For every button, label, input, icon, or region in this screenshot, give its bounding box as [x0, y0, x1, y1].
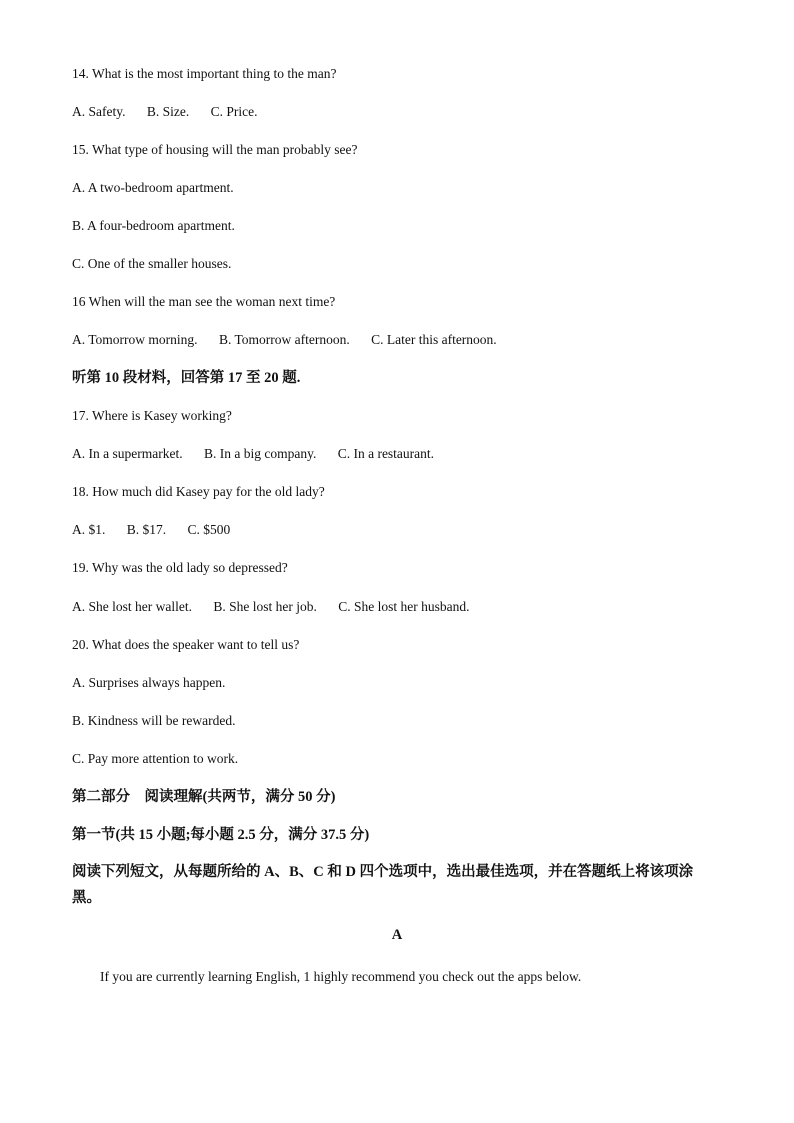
- option-20-b: B. Kindness will be rewarded.: [72, 713, 236, 728]
- option-b: B. $17.: [126, 522, 167, 537]
- question-16: 16 When will the man see the woman next time?: [72, 294, 336, 309]
- instructions: 阅读下列短文，从每题所给的 A、B、C 和 D 四个选项中，选出最佳选项，并在答题纸上将该项涂黑。: [72, 864, 694, 906]
- option-b: B. Tomorrow afternoon.: [218, 332, 350, 347]
- option-a: A. Safety.: [72, 104, 126, 119]
- section-10-heading: 听第 10 段材料，回答第 17 至 20 题.: [72, 370, 301, 386]
- option-20-c: C. Pay more attention to work.: [72, 751, 239, 766]
- options-19: [72, 599, 487, 615]
- part-2-title: 第二部分 阅读理解(共两节，满分 50 分): [72, 789, 336, 805]
- option-b: B. She lost her job.: [213, 599, 317, 614]
- question-14: 14. What is the most important thing to the man?: [72, 66, 337, 81]
- option-15-b: B. A four-bedroom apartment.: [72, 218, 235, 233]
- option-c: C. She lost her husband.: [338, 599, 470, 614]
- question-18: 18. How much did Kasey pay for the old lady?: [72, 484, 325, 499]
- option-a: A. She lost her wallet.: [72, 599, 192, 614]
- option-a: A. Tomorrow morning.: [72, 332, 198, 347]
- options-18: [72, 522, 248, 538]
- options-17: [72, 446, 452, 462]
- option-c: C. In a restaurant.: [337, 446, 435, 461]
- question-19: 19. Why was the old lady so depressed?: [72, 560, 288, 575]
- option-c: C. Later this afternoon.: [371, 332, 497, 347]
- options-16: [72, 332, 515, 348]
- option-a: A. In a supermarket.: [72, 446, 183, 461]
- question-17: 17. Where is Kasey working?: [72, 408, 232, 423]
- section-1-title: 第一节(共 15 小题;每小题 2.5 分，满分 37.5 分): [72, 827, 370, 843]
- question-15: 15. What type of housing will the man probably see?: [72, 142, 358, 157]
- option-c: C. Price.: [210, 104, 258, 119]
- option-20-a: A. Surprises always happen.: [72, 675, 226, 690]
- option-15-c: C. One of the smaller houses.: [72, 256, 232, 271]
- option-15-a: A. A two-bedroom apartment.: [72, 180, 234, 195]
- option-a: A. $1.: [72, 522, 106, 537]
- passage-intro: If you are currently learning English, 1 highly recommend you check out the apps below.: [100, 969, 582, 984]
- option-b: B. Size.: [146, 104, 190, 119]
- options-14: [72, 104, 276, 120]
- option-b: B. In a big company.: [203, 446, 317, 461]
- question-20: 20. What does the speaker want to tell us?: [72, 637, 300, 652]
- passage-label: A: [391, 927, 403, 943]
- option-c: C. $500: [187, 522, 231, 537]
